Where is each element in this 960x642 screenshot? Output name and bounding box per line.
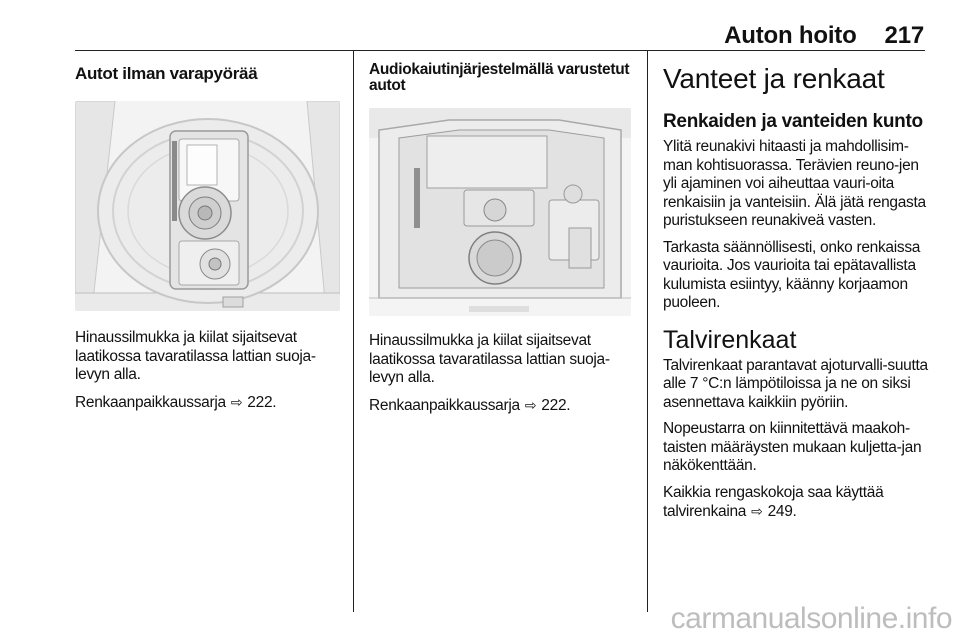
heading-wheels-and-tyres: Vanteet ja renkaat	[663, 63, 885, 94]
caption-middle: Hinaussilmukka ja kiilat sijaitsevat laatikossa tavaratilassa lattian suoja-levyn alla.	[369, 332, 610, 386]
paragraph-winter-tyres: Talvirenkaat parantavat ajoturvalli-suutta alle 7 °C:n lämpötiloissa ja ne on siksi asennettava kaikkiin pyöriin.	[663, 356, 928, 411]
heading-no-spare-wheel: Autot ilman varapyörää	[75, 64, 258, 83]
paragraph-kerb: Ylitä reunakivi hitaasti ja mahdollisim-man kohtisuorassa. Terävien reuno-jen yli ajaminen voi aiheuttaa vauri-oita renkaisiin ja vanteisiin. Älä jätä rengasta puristukseen reunakiveä vasten.	[663, 138, 926, 229]
paragraph-inspect: Tarkasta säännöllisesti, onko renkaissa vaurioita. Jos vaurioita tai epätavallista kulumista esiintyy, käänny korjaamon puoleen.	[663, 238, 921, 311]
column-divider-2	[647, 50, 648, 612]
page-header	[724, 22, 924, 50]
paragraph-speed-label: Nopeustarra on kiinnitettävä maakoh-taisten määräysten mukaan kuljetta-jan näkökenttään.	[663, 420, 922, 474]
subheading-tyre-condition: Renkaiden ja vanteiden kunto	[663, 111, 923, 132]
section-title: Auton hoito	[724, 22, 857, 49]
caption-left: Hinaussilmukka ja kiilat sijaitsevat laatikossa tavaratilassa lattian suoja-levyn alla.	[75, 329, 316, 383]
heading-audio-speaker-cars: Audiokaiutinjärjestelmällä varustetut autot	[369, 61, 630, 94]
column-divider-1	[353, 50, 354, 612]
arrow-ref-icon: ⇨	[230, 393, 243, 410]
column-middle	[369, 58, 635, 423]
watermark-text: carmanualsonline.info	[670, 602, 952, 635]
illustration-trunk-speaker-box	[369, 108, 631, 316]
header-rule	[75, 50, 925, 51]
reference-left: Renkaanpaikkaussarja ⇨ 222.	[75, 393, 277, 411]
page-number: 217	[884, 22, 924, 49]
arrow-ref-icon: ⇨	[751, 503, 763, 519]
heading-winter-tyres: Talvirenkaat	[663, 325, 797, 354]
arrow-ref-icon: ⇨	[524, 396, 537, 413]
illustration-trunk-storage-box	[75, 101, 340, 311]
column-left	[75, 58, 343, 420]
column-right	[663, 58, 929, 530]
paragraph-tyre-sizes: Kaikkia rengaskokoja saa käyttää talvirenkaina ⇨ 249.	[663, 483, 884, 520]
reference-middle: Renkaanpaikkaussarja ⇨ 222.	[369, 396, 571, 414]
